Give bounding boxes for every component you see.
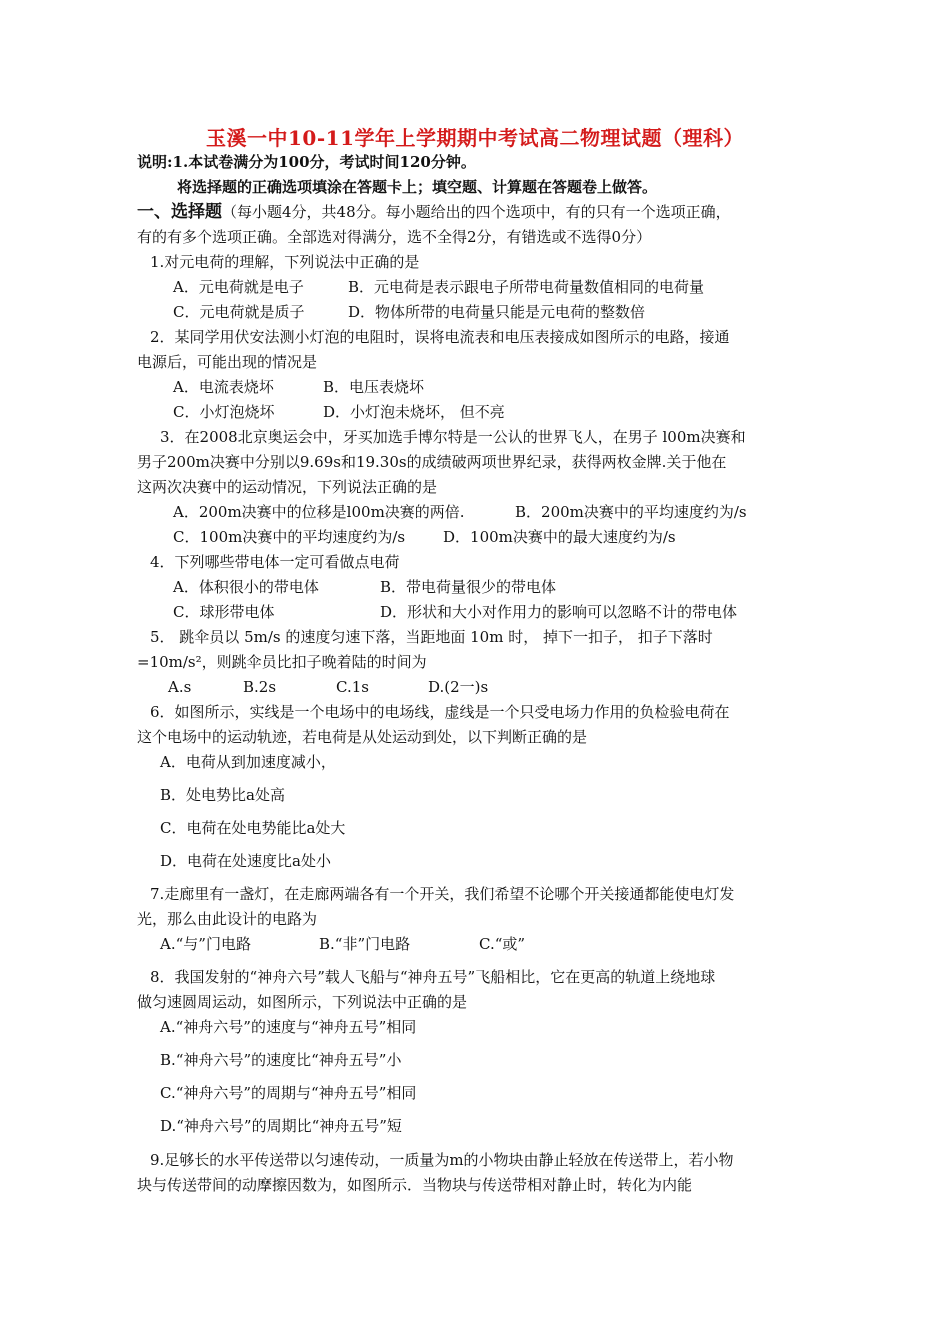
q4-option-b: B．带电荷量很少的带电体 (380, 578, 557, 596)
q3-option-d: D．100m决赛中的最大速度约为/s (443, 528, 676, 546)
question-3-stem-1: 3．在2008北京奥运会中，牙买加选手博尔特是一公认的世界飞人，在男子 l00m决赛和 (160, 428, 746, 446)
q3-option-a: A．200m决赛中的位移是l00m决赛的两倍. (173, 503, 465, 521)
question-4-stem: 4．下列哪些带电体一定可看做点电荷 (150, 553, 400, 571)
question-6-stem-2: 这个电场中的运动轨迹，若电荷是从处运动到处，以下判断正确的是 (137, 728, 588, 746)
section-heading-row (137, 201, 731, 223)
question-3-stem-3: 这两次决赛中的运动情况，下列说法正确的是 (137, 478, 438, 496)
q3-option-b: B．200m决赛中的平均速度约为/s (515, 503, 747, 521)
q4-option-c: C．球形带电体 (173, 603, 275, 621)
question-1-stem: 1.对元电荷的理解，下列说法中正确的是 (150, 253, 420, 271)
q8-option-b: B.“神舟六号”的速度比“神舟五号”小 (160, 1051, 402, 1069)
q5-option-a: A.s (168, 678, 192, 696)
section-desc-1: （每小题4分，共48分。每小题给出的四个选项中，有的只有一个选项正确， (222, 203, 731, 221)
q2-option-b: B．电压表烧坏 (323, 378, 425, 396)
q5-option-b: B.2s (243, 678, 277, 696)
q8-option-d: D.“神舟六号”的周期比“神舟五号”短 (160, 1117, 402, 1135)
section-desc-2: 有的有多个选项正确。全部选对得满分，选不全得2分，有错选或不选得0分） (137, 228, 652, 246)
question-7-stem-1: 7.走廊里有一盏灯，在走廊两端各有一个开关，我们希望不论哪个开关接通都能使电灯发 (150, 885, 735, 903)
page-title: 玉溪一中10-11学年上学期期中考试高二物理试题（理科） (206, 126, 744, 150)
question-7-stem-2: 光，那么由此设计的电路为 (137, 910, 318, 928)
q5-option-c: C.1s (336, 678, 369, 696)
question-5-stem-2: =10m/s²，则跳伞员比扣子晚着陆的时间为 (137, 653, 427, 671)
q6-option-a: A．电荷从到加速度减小， (160, 753, 336, 771)
question-6-stem-1: 6．如图所示，实线是一个电场中的电场线，虚线是一个只受电场力作用的负检验电荷在 (150, 703, 730, 721)
question-8-stem-2: 做匀速圆周运动，如图所示，下列说法中正确的是 (137, 993, 468, 1011)
question-2-stem-1: 2．某同学用伏安法测小灯泡的电阻时，误将电流表和电压表接成如图所示的电路，接通 (150, 328, 730, 346)
section-heading: 一、选择题 (137, 202, 222, 222)
q1-option-a: A．元电荷就是电子 (173, 278, 304, 296)
question-8-stem-1: 8．我国发射的“神舟六号”载人飞船与“神舟五号”飞船相比，它在更高的轨道上绕地球 (150, 968, 716, 986)
q7-option-b: B.“非”门电路 (319, 935, 411, 953)
q2-option-a: A．电流表烧坏 (173, 378, 274, 396)
q7-option-a: A.“与”门电路 (160, 935, 251, 953)
question-9-stem-2: 块与传送带间的动摩擦因数为，如图所示．当物块与传送带相对静止时，转化为内能 (137, 1176, 693, 1194)
question-3-stem-2: 男子200m决赛中分别以9.69s和19.30s的成绩破两项世界纪录，获得两枚金牌.关于他在 (137, 453, 727, 471)
q5-option-d: D.(2一)s (428, 678, 489, 696)
question-2-stem-2: 电源后，可能出现的情况是 (137, 353, 318, 371)
question-9-stem-1: 9.足够长的水平传送带以匀速传动，一质量为m的小物块由静止轻放在传送带上，若小物 (150, 1151, 734, 1169)
q4-option-a: A．体积很小的带电体 (173, 578, 319, 596)
note-line-1: 说明:1.本试卷满分为100分，考试时间120分钟。 (137, 153, 476, 171)
q1-option-d: D．物体所带的电荷量只能是元电荷的整数倍 (348, 303, 646, 321)
q1-option-b: B．元电荷是表示跟电子所带电荷量数值相同的电荷量 (348, 278, 705, 296)
q2-option-d: D．小灯泡未烧坏， 但不亮 (323, 403, 505, 421)
q8-option-c: C.“神舟六号”的周期与“神舟五号”相同 (160, 1084, 417, 1102)
question-5-stem-1: 5． 跳伞员以 5m/s 的速度匀速下落，当距地面 10m 时， 掉下一扣子， 扣子下落时 (150, 628, 713, 646)
q6-option-d: D．电荷在处速度比a处小 (160, 852, 331, 870)
q4-option-d: D．形状和大小对作用力的影响可以忽略不计的带电体 (380, 603, 738, 621)
note-line-2: 将选择题的正确选项填涂在答题卡上；填空题、计算题在答题卷上做答。 (177, 178, 658, 196)
q7-option-c: C.“或” (479, 935, 526, 953)
q1-option-c: C．元电荷就是质子 (173, 303, 305, 321)
q2-option-c: C．小灯泡烧坏 (173, 403, 275, 421)
q3-option-c: C．100m决赛中的平均速度约为/s (173, 528, 406, 546)
q6-option-c: C．电荷在处电势能比a处大 (160, 819, 346, 837)
q6-option-b: B．处电势比a处高 (160, 786, 285, 804)
q8-option-a: A.“神舟六号”的速度与“神舟五号”相同 (160, 1018, 417, 1036)
